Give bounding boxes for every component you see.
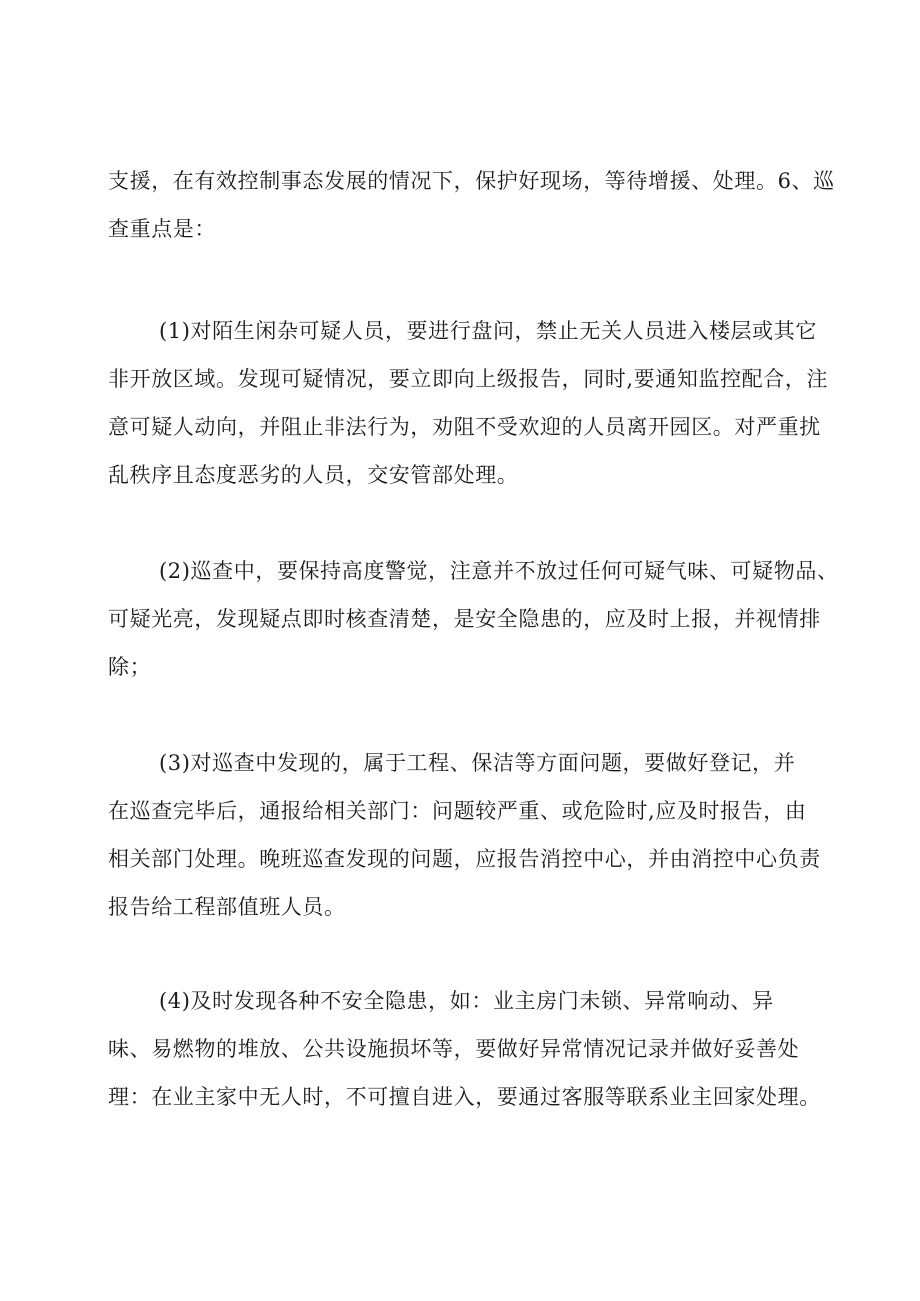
- paragraph-5-line-3: 理：在业主家中无人时，不可擅自进入，要通过客服等联系业主回家处理。: [108, 1085, 821, 1109]
- paragraph-5-line-1: (4)及时发现各种不安全隐患，如：业主房门未锁、异常响动、异: [159, 989, 774, 1013]
- paragraph-5-line-2: 味、易燃物的堆放、公共设施损坏等，要做好异常情况记录并做好妥善处: [108, 1037, 800, 1061]
- paragraph-4-line-2: 在巡查完毕后，通报给相关部门：问题较严重、或危险时,应及时报告，由: [108, 799, 807, 823]
- paragraph-4-line-1: (3)对巡查中发现的，属于工程、保洁等方面问题，要做好登记，并: [159, 751, 796, 775]
- paragraph-2-line-2: 非开放区域。发现可疑情况，要立即向上级报告，同时,要通知监控配合，注: [108, 367, 829, 391]
- paragraph-4-line-3: 相关部门处理。晚班巡查发现的问题，应报告消控中心，并由消控中心负责: [108, 847, 821, 871]
- paragraph-3-line-1: (2)巡查中，要保持高度警觉，注意并不放过任何可疑气味、可疑物品、: [159, 559, 839, 583]
- paragraph-3-line-2: 可疑光亮，发现疑点即时核查清楚，是安全隐患的，应及时上报，并视情排: [108, 607, 821, 631]
- paragraph-2-line-1: (1)对陌生闲杂可疑人员，要进行盘问，禁止无关人员进入楼层或其它: [159, 319, 817, 343]
- paragraph-1-line-1: 支援，在有效控制事态发展的情况下，保护好现场，等待增援、处理。6、巡: [108, 169, 835, 193]
- paragraph-2-line-3: 意可疑人动向，并阻止非法行为，劝阻不受欢迎的人员离开园区。对严重扰: [108, 415, 821, 439]
- paragraph-4-line-4: 报告给工程部值班人员。: [108, 895, 346, 919]
- paragraph-1-line-2: 查重点是：: [108, 217, 216, 241]
- paragraph-2-line-4: 乱秩序且态度恶劣的人员，交安管部处理。: [108, 463, 519, 487]
- paragraph-3-line-3: 除；: [108, 655, 152, 679]
